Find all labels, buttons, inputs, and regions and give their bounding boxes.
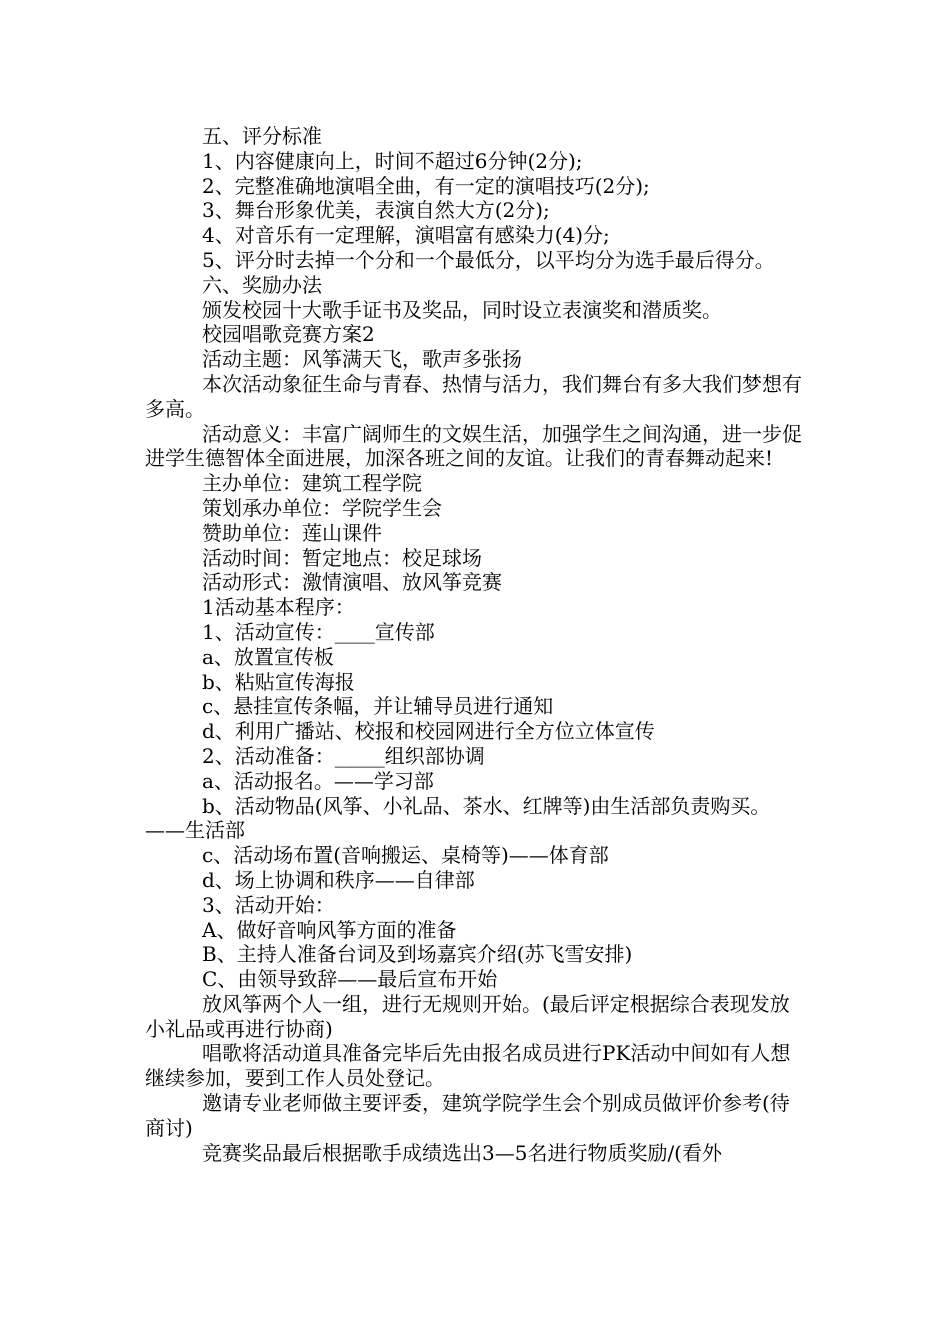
- paragraph: 五、评分标准: [202, 124, 322, 148]
- paragraph: 活动主题：风筝满天飞，歌声多张扬: [202, 347, 522, 372]
- paragraph: d、利用广播站、校报和校园网进行全方位立体宣传: [202, 719, 655, 744]
- paragraph: A、做好音响风筝方面的准备: [202, 917, 457, 942]
- paragraph: 1、内容健康向上，时间不超过6分钟(2分);: [202, 148, 583, 173]
- paragraph: 活动形式：激情演唱、放风筝竞赛: [202, 570, 502, 595]
- paragraph: 3、活动开始：: [202, 892, 335, 917]
- paragraph: C、由领导致辞——最后宣布开始: [202, 967, 498, 992]
- paragraph: 4、对音乐有一定理解，演唱富有感染力(4)分;: [202, 223, 610, 248]
- paragraph: 1、活动宣传：____宣传部: [202, 619, 435, 644]
- document-body: [145, 124, 805, 1165]
- paragraph: 邀请专业老师做主要评委，建筑学院学生会个别成员做评价参考(待商讨): [145, 1091, 790, 1140]
- paragraph: d、场上协调和秩序——自律部: [202, 867, 475, 892]
- paragraph: 六、奖励办法: [202, 272, 322, 297]
- paragraph: 唱歌将活动道具准备完毕后先由报名成员进行PK活动中间如有人想继续参加，要到工作人员处登记。: [145, 1041, 791, 1091]
- paragraph: 2、活动准备：_____组织部协调: [202, 743, 485, 768]
- paragraph: 竞赛奖品最后根据歌手成绩选出3—5名进行物质奖励/(看外: [202, 1140, 722, 1165]
- paragraph: 颁发校园十大歌手证书及奖品，同时设立表演奖和潜质奖。: [202, 297, 722, 322]
- paragraph: 本次活动象征生命与青春、热情与活力，我们舞台有多大我们梦想有多高。: [145, 371, 802, 421]
- paragraph: 活动时间：暂定地点：校足球场: [202, 545, 482, 570]
- paragraph: 策划承办单位：学院学生会: [202, 495, 442, 520]
- paragraph: b、粘贴宣传海报: [202, 669, 355, 694]
- paragraph: c、活动场布置(音响搬运、桌椅等)——体育部: [202, 843, 609, 868]
- paragraph: 主办单位：建筑工程学院: [202, 471, 422, 496]
- paragraph: 活动意义：丰富广阔师生的文娱生活，加强学生之间沟通，进一步促进学生德智体全面进展，加深各班之间的友谊。让我们的青春舞动起来!: [145, 421, 802, 471]
- paragraph: B、主持人准备台词及到场嘉宾介绍(苏飞雪安排): [202, 942, 633, 967]
- paragraph: 放风筝两个人一组，进行无规则开始。(最后评定根据综合表现发放小礼品或再进行协商): [145, 991, 790, 1041]
- paragraph: a、放置宣传板: [202, 644, 334, 669]
- paragraph: 校园唱歌竞赛方案2: [202, 322, 375, 347]
- paragraph: 3、舞台形象优美，表演自然大方(2分);: [202, 198, 550, 223]
- paragraph: a、活动报名。——学习部: [202, 768, 434, 793]
- paragraph: 赞助单位：莲山课件: [202, 520, 382, 545]
- paragraph: 5、评分时去掉一个分和一个最低分，以平均分为选手最后得分。: [202, 247, 775, 272]
- paragraph: b、活动物品(风筝、小礼品、茶水、红牌等)由生活部负责购买。——生活部: [145, 793, 771, 843]
- paragraph: 2、完整准确地演唱全曲，有一定的演唱技巧(2分);: [202, 173, 650, 198]
- paragraph: 1活动基本程序：: [202, 595, 355, 620]
- paragraph: c、悬挂宣传条幅，并让辅导员进行通知: [202, 694, 554, 719]
